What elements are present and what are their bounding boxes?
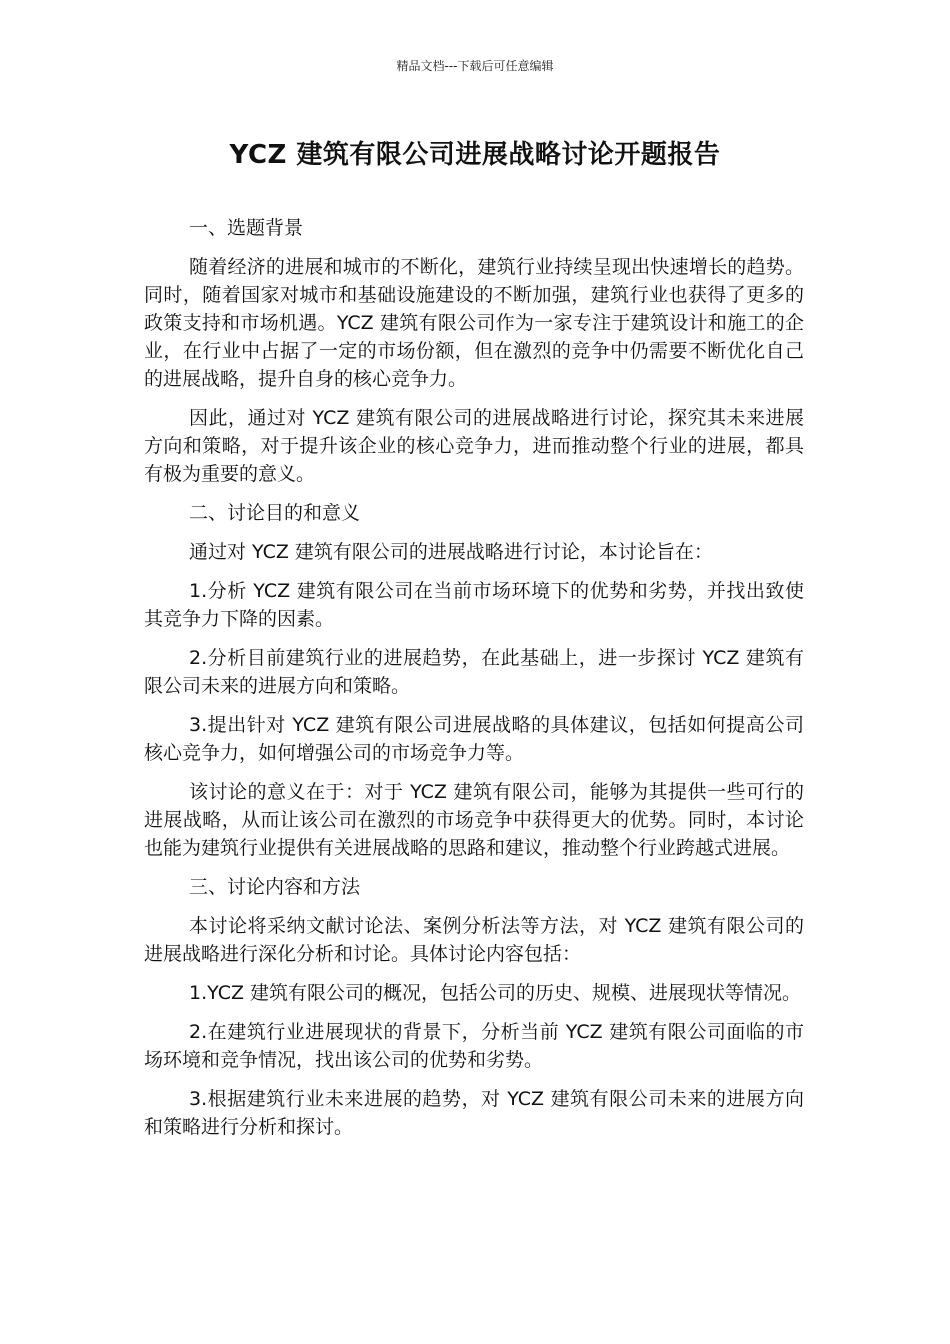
document-body xyxy=(144,214,804,1152)
section-heading: 二、讨论目的和意义 xyxy=(189,502,361,524)
list-item: 3.根据建筑行业未来进展的趋势，对 YCZ 建筑有限公司未来的进展方向和策略进行分析和探讨。 xyxy=(144,1088,804,1138)
section-heading: 一、选题背景 xyxy=(189,217,304,239)
list-item: 3.提出针对 YCZ 建筑有限公司进展战略的具体建议，包括如何提高公司核心竞争力，如何增强公司的市场竞争力等。 xyxy=(144,714,804,764)
paragraph: 通过对 YCZ 建筑有限公司的进展战略进行讨论，本讨论旨在： xyxy=(189,541,713,563)
list-item: 1.分析 YCZ 建筑有限公司在当前市场环境下的优势和劣势，并找出致使其竞争力下降的因素。 xyxy=(144,580,804,630)
list-item: 2.分析目前建筑行业的进展趋势，在此基础上，进一步探讨 YCZ 建筑有限公司未来的进展方向和策略。 xyxy=(144,647,804,697)
paragraph: 因此，通过对 YCZ 建筑有限公司的进展战略进行讨论，探究其未来进展方向和策略，对于提升该企业的核心竞争力，进而推动整个行业的进展，都具有极为重要的意义。 xyxy=(144,407,804,485)
paragraph: 随着经济的进展和城市的不断化，建筑行业持续呈现出快速增长的趋势。同时，随着国家对城市和基础设施建设的不断加强，建筑行业也获得了更多的政策支持和市场机遇。YCZ 建筑有限公司作为一家专注于建筑设计和施工的企业，在行业中占据了一定的市场份额，但在激烈的竞争中仍需要不断优化自己的进展战略，提升自身的核心竞争力。 xyxy=(144,256,804,390)
document-title: YCZ 建筑有限公司进展战略讨论开题报告 xyxy=(229,140,721,170)
list-item: 1.YCZ 建筑有限公司的概况，包括公司的历史、规模、进展现状等情况。 xyxy=(189,982,802,1004)
list-item: 2.在建筑行业进展现状的背景下，分析当前 YCZ 建筑有限公司面临的市场环境和竞争情况，找出该公司的优势和劣势。 xyxy=(144,1021,804,1071)
section-heading: 三、讨论内容和方法 xyxy=(189,876,361,898)
paragraph: 本讨论将采纳文献讨论法、案例分析法等方法，对 YCZ 建筑有限公司的进展战略进行深化分析和讨论。具体讨论内容包括： xyxy=(144,915,804,965)
page-header-watermark: 精品文档---下载后可任意编辑 xyxy=(396,59,554,73)
paragraph: 该讨论的意义在于：对于 YCZ 建筑有限公司，能够为其提供一些可行的进展战略，从而让该公司在激烈的市场竞争中获得更大的优势。同时，本讨论也能为建筑行业提供有关进展战略的思路和建议，推动整个行业跨越式进展。 xyxy=(144,781,804,859)
